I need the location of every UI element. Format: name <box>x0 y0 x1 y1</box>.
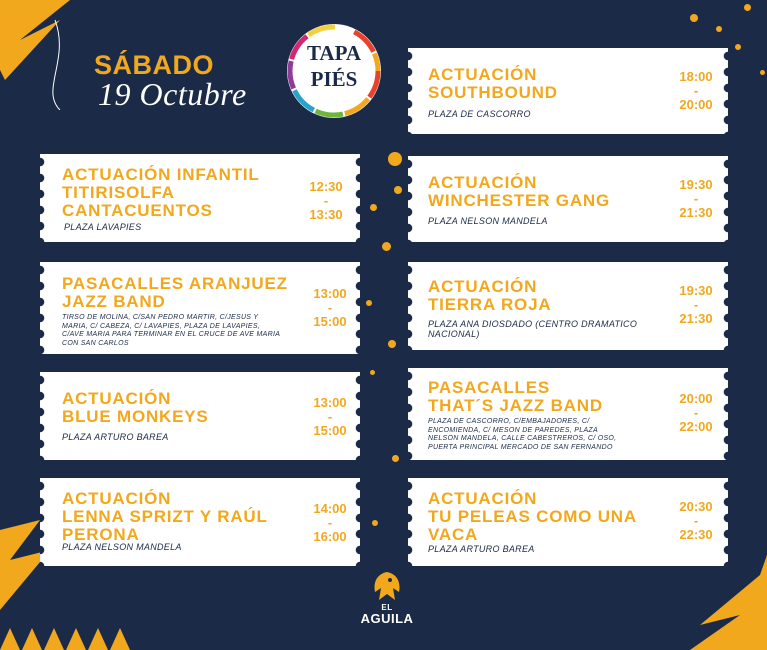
event-title: ACTUACIÓN TIERRA ROJA <box>428 277 552 314</box>
event-time <box>668 178 724 220</box>
event-location: PLAZA ARTURO BAREA <box>62 432 169 442</box>
event-title: PASACALLES ARANJUEZ JAZZ BAND <box>62 274 288 311</box>
event-location: PLAZA DE CASCORRO <box>428 109 531 119</box>
event-ticket <box>40 372 360 460</box>
decor-dot <box>366 300 372 306</box>
event-start-time: 13:00 <box>313 286 347 301</box>
event-ticket <box>408 478 728 566</box>
event-end-time: 15:00 <box>313 314 347 329</box>
event-ticket <box>40 478 360 566</box>
time-separator: - <box>693 83 699 98</box>
time-separator: - <box>693 513 699 528</box>
event-title: ACTUACIÓN SOUTHBOUND <box>428 65 558 102</box>
event-end-time: 20:00 <box>679 97 713 112</box>
date-heading: 19 Octubre <box>98 76 247 112</box>
logo-line-1: TAPA <box>306 41 362 65</box>
decor-dot <box>394 186 402 194</box>
event-time <box>298 180 354 222</box>
event-start-time: 20:00 <box>679 391 713 406</box>
event-start-time: 19:30 <box>679 177 713 192</box>
tapapies-logo <box>285 22 383 120</box>
event-location: PLAZA LAVAPIES <box>64 222 142 232</box>
event-time <box>668 392 724 434</box>
event-location: PLAZA DE CASCORRO, C/EMBAJADORES, C/ ENCOMIENDA, C/ MESON DE PAREDES, PLAZA NELSON MANDELA, CALLE CABESTREROS, C/ OSO, PUERTA PRINCIPAL MERCADO DE SAN FERNANDO <box>428 418 617 451</box>
sponsor-prefix: EL <box>381 603 393 612</box>
decor-dot <box>382 242 391 251</box>
event-title: ACTUACIÓN TU PELEAS COMO UNA VACA <box>428 489 637 544</box>
event-title: ACTUACIÓN INFANTIL TITIRISOLFA CANTACUENTOS <box>62 165 260 220</box>
time-separator: - <box>693 405 699 420</box>
event-start-time: 19:30 <box>679 283 713 298</box>
decor-dot <box>388 340 396 348</box>
event-start-time: 12:30 <box>309 179 343 194</box>
decor-dot <box>370 370 375 375</box>
event-title: ACTUACIÓN BLUE MONKEYS <box>62 389 209 426</box>
event-end-time: 21:30 <box>679 205 713 220</box>
event-start-time: 14:00 <box>313 501 347 516</box>
event-time <box>668 284 724 326</box>
decor-dot <box>735 44 741 50</box>
decor-dot <box>716 26 722 32</box>
sponsor-name: AGUILA <box>360 611 414 626</box>
event-time <box>668 500 724 542</box>
decor-dot <box>370 204 377 211</box>
time-separator: - <box>693 191 699 206</box>
sponsor-logo <box>357 570 417 625</box>
decor-dot <box>392 455 399 462</box>
event-end-time: 15:00 <box>313 423 347 438</box>
event-start-time: 13:00 <box>313 395 347 410</box>
event-location: PLAZA ANA DIOSDADO (CENTRO DRAMATICO NACIONAL) <box>428 319 638 339</box>
time-separator: - <box>327 300 333 315</box>
day-heading: SÁBADO <box>94 50 215 80</box>
event-ticket <box>408 48 728 134</box>
event-title: ACTUACIÓN WINCHESTER GANG <box>428 173 610 210</box>
event-end-time: 22:00 <box>679 419 713 434</box>
time-separator: - <box>327 515 333 530</box>
event-start-time: 18:00 <box>679 69 713 84</box>
triangle-pattern <box>0 628 140 650</box>
time-separator: - <box>327 409 333 424</box>
event-start-time: 20:30 <box>679 499 713 514</box>
decor-dot <box>760 70 765 75</box>
brush-stroke-top-left <box>0 0 90 110</box>
event-ticket <box>408 262 728 350</box>
brush-stroke-bottom-right <box>680 555 767 650</box>
event-location: PLAZA NELSON MANDELA <box>62 542 182 552</box>
event-time <box>668 70 724 112</box>
event-end-time: 16:00 <box>313 529 347 544</box>
event-title: PASACALLES THAT´S JAZZ BAND <box>428 378 603 415</box>
event-ticket <box>40 262 360 354</box>
event-title: ACTUACIÓN LENNA SPRIZT Y RAÚL PERONA <box>62 489 268 544</box>
logo-line-2: PIÉS <box>310 67 358 91</box>
event-location: TIRSO DE MOLINA, C/SAN PEDRO MARTIR, C/JESUS Y MARIA, C/ CABEZA, C/ LAVAPIES, PLAZA DE LAVAPIES, C/AVE MARIA PARA TERMINAR EN EL CRUCE DE AVE MARIA CON SAN CARLOS <box>62 314 281 347</box>
event-ticket <box>40 154 360 242</box>
decor-dot <box>372 520 378 526</box>
event-ticket <box>408 156 728 242</box>
decor-dot <box>388 152 402 166</box>
time-separator: - <box>323 193 329 208</box>
event-time <box>302 396 358 438</box>
decor-dot <box>744 4 751 11</box>
event-end-time: 13:30 <box>309 207 343 222</box>
decor-dot <box>690 14 698 22</box>
event-ticket <box>408 368 728 460</box>
event-location: PLAZA NELSON MANDELA <box>428 216 548 226</box>
event-time <box>302 287 358 329</box>
time-separator: - <box>693 297 699 312</box>
event-time <box>302 502 358 544</box>
eagle-icon <box>369 570 405 604</box>
event-end-time: 22:30 <box>679 527 713 542</box>
event-end-time: 21:30 <box>679 311 713 326</box>
event-location: PLAZA ARTURO BAREA <box>428 544 535 554</box>
